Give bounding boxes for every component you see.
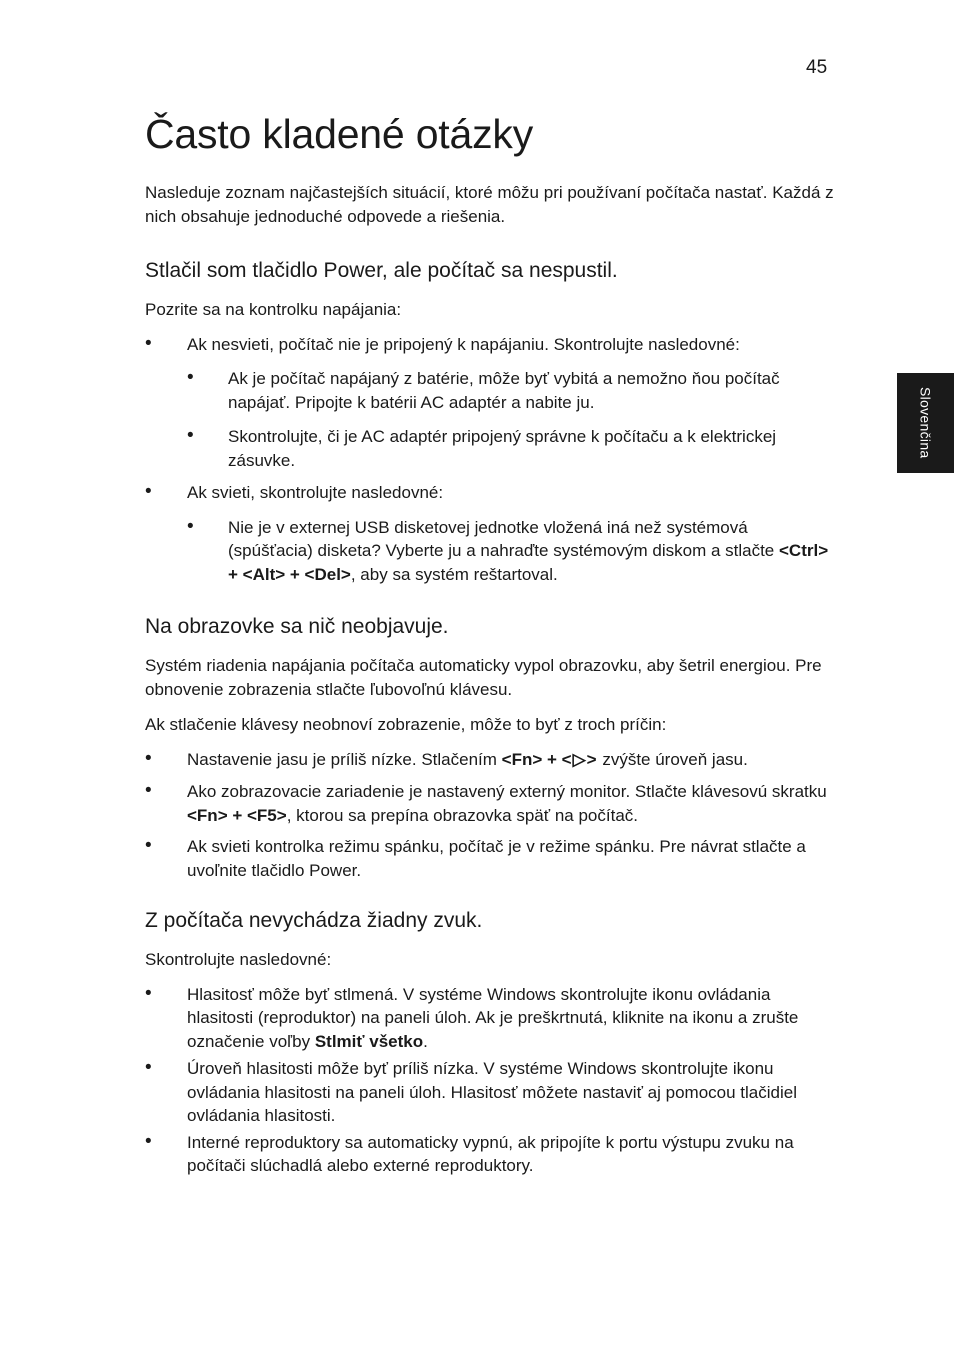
language-side-tab-label: Slovenčina	[917, 387, 934, 459]
screen-list	[145, 748, 835, 883]
item-text: zvýšte úroveň jasu.	[597, 749, 748, 769]
screen-paragraph-2: Ak stlačenie klávesy neobnoví zobrazenie, môže to byť z troch príčin:	[145, 715, 667, 735]
page-content	[145, 110, 835, 1178]
intro-paragraph: Nasleduje zoznam najčastejších situácií, ktoré môžu pri používaní počítača nastať. Každá z nich obsahuje jednoduché odpovede a riešenia.	[145, 183, 834, 226]
key-combo: <Ctrl> + <Alt> + <Del>	[228, 541, 829, 584]
list-item	[145, 983, 835, 1054]
list-item: • Ak je počítač napájaný z batérie, môže byť vybitá a nemožno ňou počítač napájať. Pripojte k batérii AC adaptér a nabite ju.	[145, 367, 835, 414]
section-heading-sound: Z počítača nevychádza žiadny zvuk.	[145, 909, 483, 933]
list-item: • Skontrolujte, či je AC adaptér pripojený správne k počítaču a k elektrickej zásuvke.	[145, 425, 835, 472]
screen-paragraph-1: Systém riadenia napájania počítača automaticky vypol obrazovku, aby šetril energiou. Pre obnovenie zobrazenia stlačte ľubovoľnú klávesu.	[145, 656, 822, 699]
list-item: • Ak nesvieti, počítač nie je pripojený k napájaniu. Skontrolujte nasledovné:	[145, 333, 835, 357]
page-title: Často kladené otázky	[145, 111, 534, 157]
sound-list	[145, 983, 835, 1178]
brightness-up-key-icon: <▷>	[561, 749, 598, 769]
list-item	[145, 748, 835, 772]
list-item: • Interné reproduktory sa automaticky vypnú, ak pripojíte k portu výstupu zvuku na počítači slúchadlá alebo externé reproduktory.	[145, 1131, 835, 1178]
list-item	[145, 780, 835, 827]
item-text: Hlasitosť môže byť stlmená. V systéme Windows skontrolujte ikonu ovládania hlasitosti (reproduktor) na paneli úloh. Ak je preškrtnutá, kliknite na ikonu a zrušte označenie voľby	[187, 984, 799, 1051]
item-text: Nastavenie jasu je príliš nízke. Stlačením	[187, 749, 502, 769]
power-lead: Pozrite sa na kontrolku napájania:	[145, 300, 402, 320]
sound-lead: Skontrolujte nasledovné:	[145, 950, 332, 970]
item-text: , aby sa systém reštartoval.	[350, 564, 558, 584]
list-item: • Úroveň hlasitosti môže byť príliš nízka. V systéme Windows skontrolujte ikonu ovládania hlasitosti na paneli úloh. Hlasitosť môžete nastaviť aj pomocou tlačidiel ovládania hlasitosti.	[145, 1057, 835, 1128]
menu-option-label: Stlmiť všetko	[314, 1031, 424, 1051]
list-item: • Ak svieti kontrolka režimu spánku, počítač je v režime spánku. Pre návrat stlačte a uvoľnite tlačidlo Power.	[145, 835, 835, 882]
list-item	[145, 516, 835, 587]
key-combo: <Fn> +	[501, 749, 562, 769]
item-text: , ktorou sa prepína obrazovka späť na počítač.	[286, 805, 639, 825]
power-list	[145, 333, 835, 587]
list-item: • Ak svieti, skontrolujte nasledovné:	[145, 481, 835, 505]
section-heading-screen: Na obrazovke sa nič neobjavuje.	[145, 615, 449, 639]
item-text: Nie je v externej USB disketovej jednotke vložená iná než systémová (spúšťacia) disketa? Vyberte ju a nahraďte systémovým diskom a stlačte	[228, 517, 779, 561]
item-text: Ako zobrazovacie zariadenie je nastavený externý monitor. Stlačte klávesovú skratku	[187, 782, 827, 802]
key-combo: <Fn> + <F5>	[187, 805, 287, 825]
page-number: 45	[806, 57, 828, 78]
language-side-tab	[897, 373, 954, 473]
item-text: .	[423, 1031, 428, 1051]
section-heading-power: Stlačil som tlačidlo Power, ale počítač sa nespustil.	[145, 259, 618, 283]
